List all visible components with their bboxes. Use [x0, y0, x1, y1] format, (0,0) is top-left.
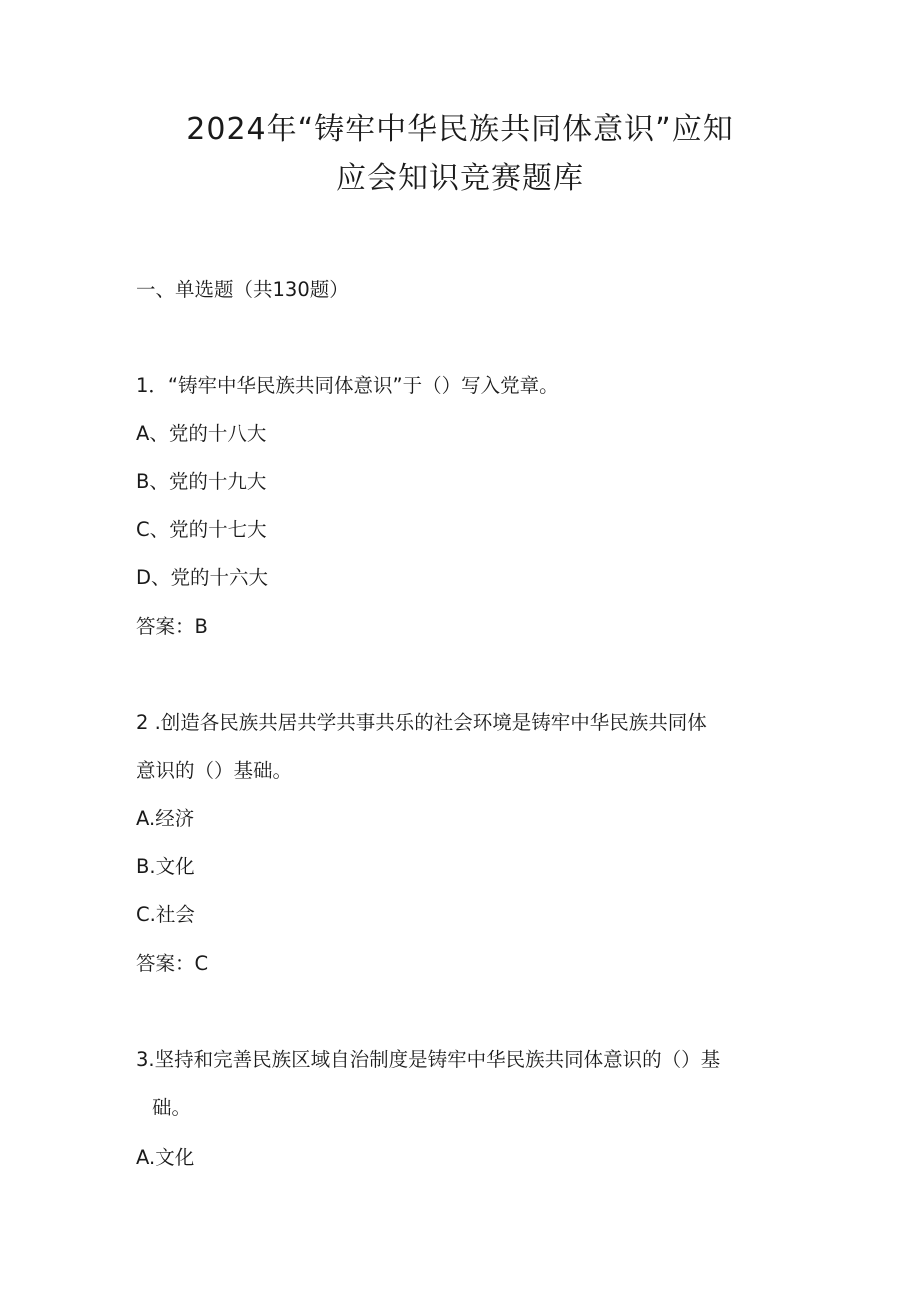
question-2-option-b: B.文化	[136, 855, 195, 878]
question-1-option-b: B、党的十九大	[136, 470, 267, 493]
document-title-line-1: 2024年“铸牢中华民族共同体意识”应知	[186, 112, 734, 147]
question-3-stem-line-2: 础。	[152, 1096, 192, 1119]
question-1-stem: 1．“铸牢中华民族共同体意识”于（）写入党章。	[136, 374, 559, 397]
question-3-option-a: A.文化	[136, 1146, 195, 1169]
question-2-option-c: C.社会	[136, 903, 195, 926]
question-1-option-d: D、党的十六大	[136, 566, 269, 589]
section-heading: 一、单选题（共130题）	[136, 278, 349, 301]
document-title-line-2: 应会知识竞赛题库	[336, 161, 584, 196]
question-1-option-c: C、党的十七大	[136, 518, 267, 541]
question-2-stem-line-1: 2 .创造各民族共居共学共事共乐的社会环境是铸牢中华民族共同体	[136, 711, 707, 734]
question-3-stem-line-1: 3.坚持和完善民族区域自治制度是铸牢中华民族共同体意识的（）基	[136, 1048, 721, 1071]
question-2-answer: 答案：C	[136, 952, 209, 975]
question-1-option-a: A、党的十八大	[136, 422, 267, 445]
question-2-option-a: A.经济	[136, 807, 195, 830]
question-2-stem-line-2: 意识的（）基础。	[136, 759, 293, 782]
question-1-answer: 答案：B	[136, 615, 208, 638]
